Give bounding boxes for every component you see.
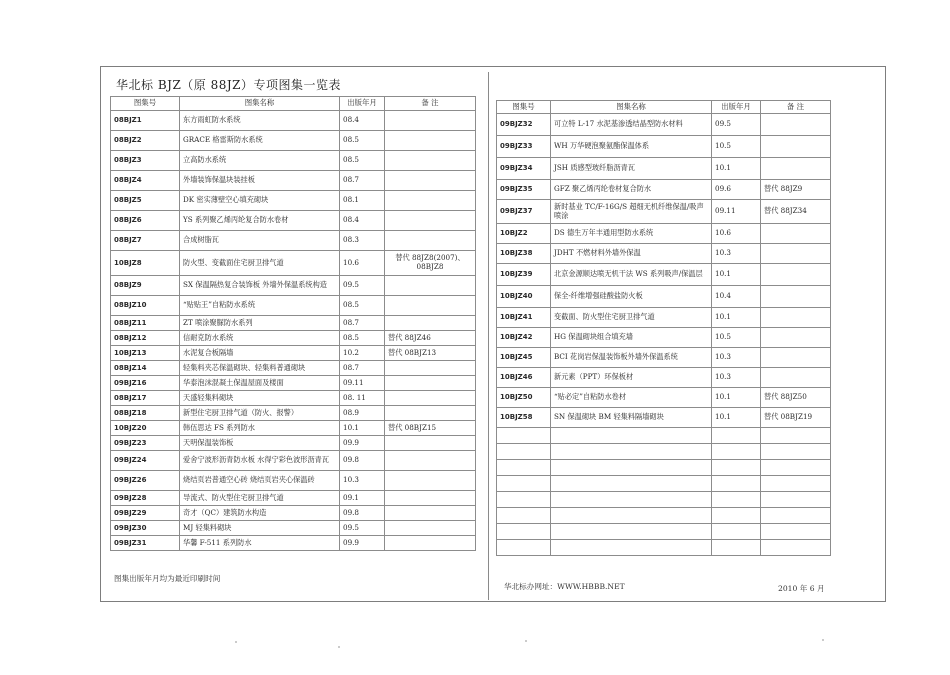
empty-cell [551,492,712,508]
header-code: 图集号 [111,97,180,111]
catalog-name: 合成树脂瓦 [180,231,340,251]
catalog-note: 替代 08BJZ19 [761,408,831,428]
catalog-note: 替代 88JZ46 [385,331,476,346]
catalog-name: 烧结页岩普通空心砖 烧结页岩夹心保温砖 [180,471,340,491]
table-row-empty [497,444,831,460]
catalog-code: 10BJZ46 [497,368,551,388]
table-row [111,491,476,506]
catalog-note: 替代 88JZ8(2007)、08BJZ8 [385,251,476,276]
catalog-code: 08BJZ10 [111,296,180,316]
catalog-name: 天盛轻集料砌块 [180,391,340,406]
catalog-note [761,244,831,264]
catalog-name: WH 万华硬泡聚氨酯保温体系 [551,136,712,158]
empty-cell [551,444,712,460]
table-row-empty [497,524,831,540]
table-row [497,348,831,368]
footer-date: 2010 年 6 月 [778,584,825,593]
catalog-note [385,171,476,191]
catalog-name: 变截面、防火型住宅厨卫排气道 [551,308,712,328]
catalog-note [761,264,831,286]
catalog-note [761,348,831,368]
table-row [111,421,476,436]
empty-cell [761,428,831,444]
table-row [111,131,476,151]
catalog-note [385,536,476,551]
catalog-date: 09.5 [340,521,385,536]
catalog-code: 09BJZ33 [497,136,551,158]
catalog-date: 09.5 [340,276,385,296]
catalog-name: “贴贴王”自粘防水系统 [180,296,340,316]
catalog-date: 08.1 [340,191,385,211]
catalog-date: 10.1 [712,308,761,328]
catalog-note [761,328,831,348]
catalog-code: 08BJZ18 [111,406,180,421]
catalog-name: DK 密实薄壁空心填充砌块 [180,191,340,211]
catalog-code: 09BJZ24 [111,451,180,471]
catalog-code: 08BJZ6 [111,211,180,231]
catalog-code: 10BJZ38 [497,244,551,264]
table-row [111,506,476,521]
catalog-date: 09.11 [712,200,761,224]
left-catalog-table [110,96,476,551]
empty-cell [497,428,551,444]
catalog-date: 10.5 [712,328,761,348]
catalog-note [385,131,476,151]
catalog-date: 09.1 [340,491,385,506]
catalog-date: 10.2 [340,346,385,361]
table-row [497,224,831,244]
table-row [111,361,476,376]
table-row [111,331,476,346]
empty-cell [761,540,831,556]
catalog-note [385,521,476,536]
catalog-note [761,136,831,158]
empty-cell [551,540,712,556]
catalog-note [385,151,476,171]
catalog-note [385,451,476,471]
empty-cell [497,524,551,540]
empty-cell [551,428,712,444]
catalog-code: 10BJZ41 [497,308,551,328]
table-row [497,308,831,328]
catalog-date: 10.1 [712,264,761,286]
table-row [497,408,831,428]
catalog-code: 09BJZ35 [497,180,551,200]
catalog-code: 08BJZ12 [111,331,180,346]
footer-left-note: 图集出版年月均为最近印刷时间 [114,574,221,583]
header-code: 图集号 [497,101,551,114]
catalog-code: 08BJZ7 [111,231,180,251]
table-row [111,316,476,331]
catalog-date: 08.5 [340,331,385,346]
catalog-name: 东方雨虹防水系统 [180,111,340,131]
catalog-name: 保全-纤维增强硅酸盐防火板 [551,286,712,308]
catalog-name: 爱舍宁波形沥青防水板 水得宁彩色波形沥青瓦 [180,451,340,471]
catalog-date: 10.1 [712,388,761,408]
catalog-note [385,276,476,296]
footer-website: 华北标办网址：WWW.HBBB.NET [504,582,625,591]
page-divider [488,72,489,600]
table-row [497,136,831,158]
table-row-empty [497,508,831,524]
table-row [111,536,476,551]
catalog-note [385,361,476,376]
catalog-code: 08BJZ14 [111,361,180,376]
scan-speck [525,640,527,642]
catalog-name: 可立特 L-17 水泥基渗透结晶型防水材料 [551,114,712,136]
table-header-row [111,97,476,111]
catalog-date: 09.6 [712,180,761,200]
catalog-name: 信耐克防水系统 [180,331,340,346]
catalog-note [385,211,476,231]
catalog-note [385,231,476,251]
catalog-code: 10BJZ40 [497,286,551,308]
empty-cell [761,508,831,524]
catalog-name: ZT 喷涂聚脲防水系列 [180,316,340,331]
catalog-name: 轻集料夹芯保温砌块、轻集料普通砌块 [180,361,340,376]
catalog-name: 天明保温装饰板 [180,436,340,451]
empty-cell [712,540,761,556]
empty-cell [712,428,761,444]
catalog-code: 08BJZ11 [111,316,180,331]
catalog-name: MJ 轻集料砌块 [180,521,340,536]
table-row [111,151,476,171]
table-row [111,376,476,391]
header-name: 图集名称 [551,101,712,114]
catalog-date: 10.3 [712,348,761,368]
table-row [497,368,831,388]
catalog-note [385,111,476,131]
catalog-name: 华泰泡沫混凝土保温屋面及楼面 [180,376,340,391]
catalog-date: 10.1 [712,408,761,428]
empty-cell [551,476,712,492]
catalog-note [761,286,831,308]
header-date: 出版年月 [712,101,761,114]
table-row [111,191,476,211]
catalog-code: 09BJZ23 [111,436,180,451]
empty-cell [761,524,831,540]
right-catalog-table [496,100,831,556]
catalog-name: 新元素（PPT）环保板材 [551,368,712,388]
catalog-date: 10.1 [712,158,761,180]
empty-cell [497,460,551,476]
table-row-empty [497,540,831,556]
catalog-name: BCI 花岗岩保温装饰板外墙外保温系统 [551,348,712,368]
catalog-date: 09.9 [340,436,385,451]
catalog-code: 08BJZ9 [111,276,180,296]
table-header-row [497,101,831,114]
table-row [497,180,831,200]
table-row [111,521,476,536]
catalog-note [385,191,476,211]
catalog-name: 外墙装饰保温块装挂板 [180,171,340,191]
catalog-name: YS 系列聚乙烯丙纶复合防水卷材 [180,211,340,231]
catalog-note: 替代 08BJZ13 [385,346,476,361]
catalog-name: DS 德生万年丰通用型防水系统 [551,224,712,244]
catalog-code: 08BJZ17 [111,391,180,406]
catalog-date: 10.3 [712,244,761,264]
catalog-name: SN 保温砌块 BM 轻集料隔墙砌块 [551,408,712,428]
table-row [111,296,476,316]
catalog-name: HG 保温砌块组合填充墙 [551,328,712,348]
catalog-code: 08BJZ4 [111,171,180,191]
catalog-note [385,436,476,451]
catalog-note [761,158,831,180]
catalog-name: 水泥复合板隔墙 [180,346,340,361]
empty-cell [497,492,551,508]
catalog-code: 09BJZ32 [497,114,551,136]
table-row [111,211,476,231]
empty-cell [761,444,831,460]
catalog-note: 替代 88JZ50 [761,388,831,408]
catalog-date: 08.7 [340,361,385,376]
empty-cell [551,508,712,524]
catalog-date: 08.7 [340,171,385,191]
catalog-code: 09BJZ26 [111,471,180,491]
catalog-name: 奇才（QC）建筑防水构造 [180,506,340,521]
catalog-code: 08BJZ2 [111,131,180,151]
catalog-note [385,491,476,506]
catalog-note [385,506,476,521]
catalog-code: 08BJZ5 [111,191,180,211]
catalog-date: 08.7 [340,316,385,331]
catalog-note [761,114,831,136]
header-note: 备 注 [385,97,476,111]
scan-speck [822,639,824,641]
catalog-name: SX 保温隔热复合装饰板 外墙外保温系统构造 [180,276,340,296]
table-row-empty [497,460,831,476]
table-row [111,346,476,361]
table-row [111,276,476,296]
catalog-code: 09BJZ28 [111,491,180,506]
catalog-code: 10BJZ42 [497,328,551,348]
catalog-date: 09.8 [340,451,385,471]
empty-cell [497,540,551,556]
catalog-note [385,296,476,316]
catalog-code: 09BJZ34 [497,158,551,180]
catalog-date: 10.4 [712,286,761,308]
catalog-code: 10BJZ13 [111,346,180,361]
table-row [111,171,476,191]
catalog-date: 08.9 [340,406,385,421]
catalog-name: 导流式、防火型住宅厨卫排气道 [180,491,340,506]
catalog-code: 09BJZ16 [111,376,180,391]
empty-cell [712,492,761,508]
empty-cell [497,476,551,492]
table-row-empty [497,476,831,492]
catalog-date: 09.8 [340,506,385,521]
catalog-name: 防火型、变截面住宅厨卫排气道 [180,251,340,276]
header-name: 图集名称 [180,97,340,111]
catalog-note: 替代 08BJZ15 [385,421,476,436]
catalog-note [385,471,476,491]
page-title: 华北标 BJZ（原 88JZ）专项图集一览表 [116,78,342,92]
empty-cell [712,444,761,460]
header-note: 备 注 [761,101,831,114]
scan-speck [235,641,237,643]
catalog-date: 08.5 [340,151,385,171]
catalog-date: 10.3 [712,368,761,388]
empty-cell [551,524,712,540]
empty-cell [712,460,761,476]
catalog-note: 替代 88JZ9 [761,180,831,200]
catalog-name: 新时基业 TC/F-16G/S 超细无机纤维保温/吸声喷涂 [551,200,712,224]
empty-cell [761,492,831,508]
catalog-date: 10.6 [712,224,761,244]
catalog-code: 10BJZ8 [111,251,180,276]
table-row [497,158,831,180]
catalog-name: JDHT 不燃材料外墙外保温 [551,244,712,264]
empty-cell [497,508,551,524]
catalog-date: 09.9 [340,536,385,551]
catalog-date: 08. 11 [340,391,385,406]
catalog-note [761,224,831,244]
catalog-note [385,316,476,331]
catalog-note [761,368,831,388]
catalog-note: 替代 88JZ34 [761,200,831,224]
table-row [111,391,476,406]
catalog-note [385,376,476,391]
catalog-date: 08.5 [340,296,385,316]
table-row [497,200,831,224]
catalog-name: 立高防水系统 [180,151,340,171]
catalog-date: 10.6 [340,251,385,276]
empty-cell [551,460,712,476]
catalog-note [385,391,476,406]
table-row [111,406,476,421]
empty-cell [712,476,761,492]
catalog-code: 09BJZ30 [111,521,180,536]
catalog-date: 10.3 [340,471,385,491]
table-row [111,251,476,276]
catalog-name: GRACE 格雷斯防水系统 [180,131,340,151]
empty-cell [761,460,831,476]
table-row-empty [497,428,831,444]
catalog-date: 08.4 [340,211,385,231]
catalog-date: 10.5 [712,136,761,158]
table-row [111,471,476,491]
catalog-name: 北京金源顺达喷无机干法 WS 系列吸声/保温层 [551,264,712,286]
empty-cell [712,508,761,524]
scan-speck [338,646,340,648]
catalog-code: 10BJZ20 [111,421,180,436]
table-row [497,114,831,136]
catalog-name: 韩伍思达 FS 系列防水 [180,421,340,436]
table-row [111,436,476,451]
catalog-date: 10.1 [340,421,385,436]
catalog-code: 08BJZ1 [111,111,180,131]
table-row [497,264,831,286]
table-row [111,231,476,251]
table-row [497,244,831,264]
catalog-code: 10BJZ50 [497,388,551,408]
table-row [497,328,831,348]
catalog-date: 08.4 [340,111,385,131]
catalog-code: 10BJZ58 [497,408,551,428]
table-row [497,388,831,408]
catalog-note [761,308,831,328]
catalog-name: 新型住宅厨卫排气道（防火、报警） [180,406,340,421]
table-row [111,111,476,131]
table-row-empty [497,492,831,508]
empty-cell [712,524,761,540]
catalog-name: 华馨 F-511 系列防水 [180,536,340,551]
catalog-name: JSH 质感型玻纤脂沥青瓦 [551,158,712,180]
catalog-code: 10BJZ45 [497,348,551,368]
table-row [111,451,476,471]
catalog-name: “贴必定”自粘防水卷材 [551,388,712,408]
empty-cell [761,476,831,492]
catalog-code: 10BJZ39 [497,264,551,286]
catalog-code: 10BJZ2 [497,224,551,244]
empty-cell [497,444,551,460]
catalog-code: 08BJZ3 [111,151,180,171]
catalog-date: 09.5 [712,114,761,136]
catalog-name: GFZ 聚乙烯丙纶卷材复合防水 [551,180,712,200]
catalog-date: 08.5 [340,131,385,151]
catalog-date: 09.11 [340,376,385,391]
catalog-date: 08.3 [340,231,385,251]
catalog-code: 09BJZ29 [111,506,180,521]
header-date: 出版年月 [340,97,385,111]
catalog-note [385,406,476,421]
catalog-code: 09BJZ31 [111,536,180,551]
table-row [497,286,831,308]
catalog-code: 09BJZ37 [497,200,551,224]
